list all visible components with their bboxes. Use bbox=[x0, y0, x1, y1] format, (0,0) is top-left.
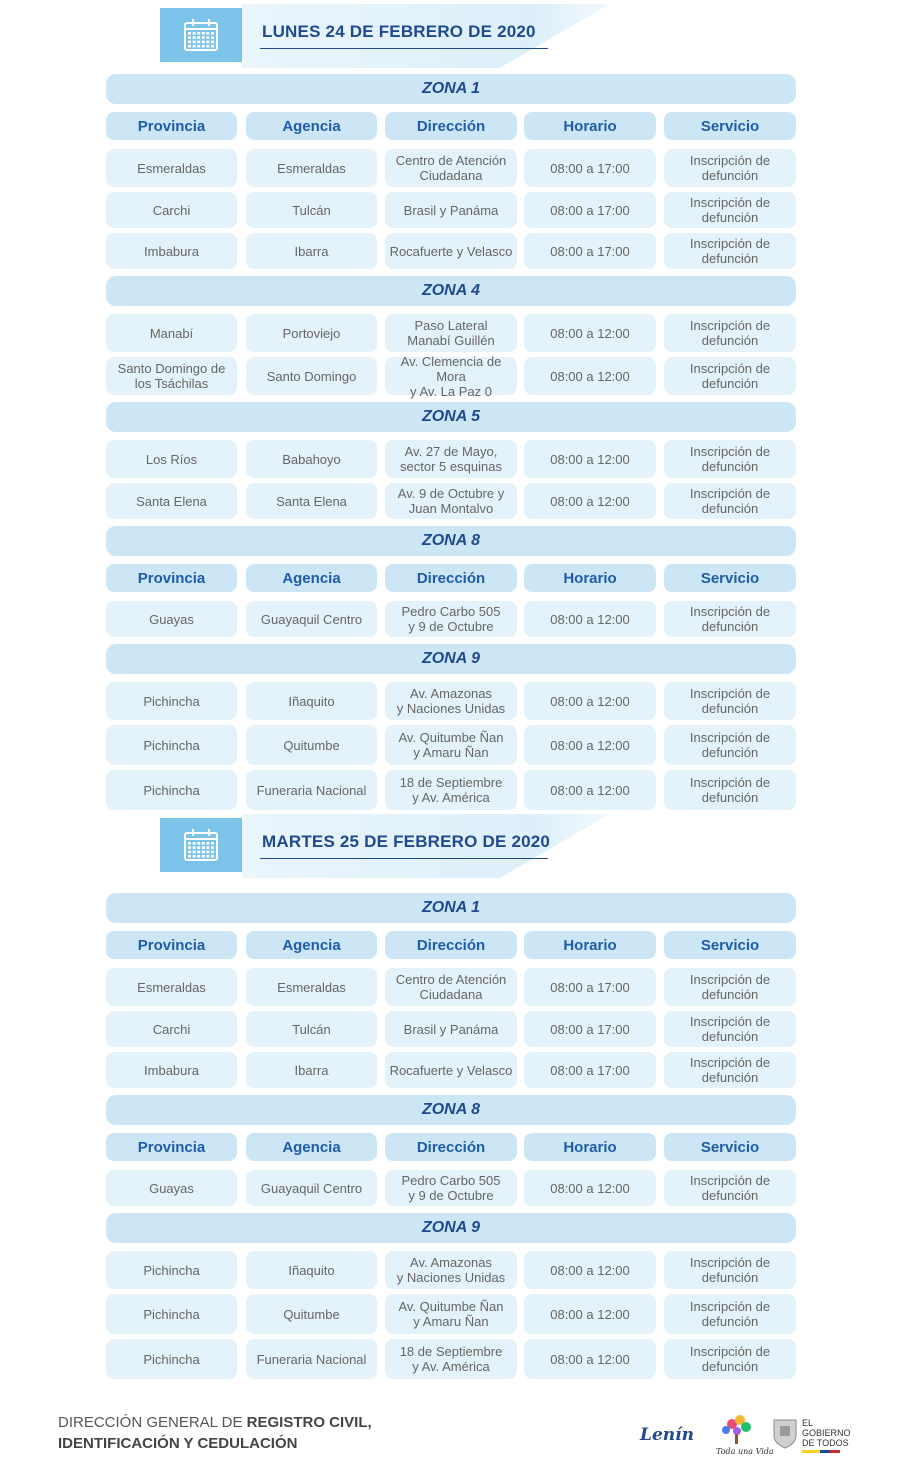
cell-horario bbox=[524, 1339, 656, 1379]
cell-text: Paso Lateral Manabí Guillén bbox=[407, 318, 495, 348]
cell-text: Guayas bbox=[149, 1180, 194, 1196]
cell-text: Pichincha bbox=[143, 737, 200, 753]
cell-text: Av. 27 de Mayo, sector 5 esquinas bbox=[400, 444, 502, 474]
column-header-horario: Horario bbox=[524, 564, 656, 592]
cell-servicio bbox=[664, 770, 796, 810]
cell-servicio bbox=[664, 1294, 796, 1334]
column-header-agencia: Agencia bbox=[246, 1133, 377, 1161]
cell-horario bbox=[524, 1052, 656, 1088]
cell-text: Santa Elena bbox=[136, 493, 207, 509]
cell-horario bbox=[524, 357, 656, 395]
cell-text: Inscripción de defunción bbox=[689, 730, 771, 760]
cell-text: Ibarra bbox=[294, 243, 329, 259]
column-header-agencia: Agencia bbox=[246, 564, 377, 592]
cell-provincia bbox=[106, 1170, 237, 1206]
cell-provincia bbox=[106, 770, 237, 810]
cell-text: Manabí bbox=[149, 325, 194, 341]
cell-text: Tulcán bbox=[292, 1021, 331, 1037]
cell-direccion bbox=[385, 1294, 517, 1334]
cell-horario bbox=[524, 192, 656, 228]
cell-agencia bbox=[246, 1294, 377, 1334]
cell-text: Av. Quitumbe Ñan y Amaru Ñan bbox=[398, 730, 504, 760]
cell-text: Pichincha bbox=[143, 1351, 200, 1367]
cell-text: Brasil y Panáma bbox=[403, 202, 499, 218]
table-row bbox=[106, 1170, 796, 1206]
footer-logos bbox=[638, 1410, 858, 1458]
cell-text: Inscripción de defunción bbox=[689, 361, 771, 391]
cell-text: Santo Domingo de los Tsáchilas bbox=[117, 361, 226, 391]
day-header bbox=[160, 4, 610, 68]
cell-text: 08:00 a 12:00 bbox=[550, 1180, 630, 1196]
cell-text: 08:00 a 12:00 bbox=[550, 451, 630, 467]
cell-horario bbox=[524, 483, 656, 519]
table-row bbox=[106, 725, 796, 765]
cell-direccion bbox=[385, 233, 517, 269]
cell-text: Rocafuerte y Velasco bbox=[389, 243, 513, 259]
cell-text: Esmeraldas bbox=[137, 979, 206, 995]
cell-text: Imbabura bbox=[144, 243, 199, 259]
cell-horario bbox=[524, 440, 656, 478]
cell-servicio bbox=[664, 1011, 796, 1047]
zone-bar: ZONA 1 bbox=[106, 74, 796, 104]
cell-text: Esmeraldas bbox=[137, 160, 206, 176]
cell-text: Inscripción de defunción bbox=[689, 153, 771, 183]
cell-text: 18 de Septiembre y Av. América bbox=[399, 775, 503, 805]
day-title: MARTES 25 DE FEBRERO DE 2020 bbox=[262, 832, 551, 851]
tree-logo-icon bbox=[722, 1415, 751, 1444]
cell-provincia bbox=[106, 725, 237, 765]
cell-text: Inscripción de defunción bbox=[689, 1255, 771, 1285]
cell-provincia bbox=[106, 1011, 237, 1047]
flag-stripe-icon bbox=[802, 1450, 840, 1453]
cell-text: 08:00 a 12:00 bbox=[550, 782, 630, 798]
cell-text: 08:00 a 12:00 bbox=[550, 325, 630, 341]
cell-provincia bbox=[106, 1339, 237, 1379]
cell-provincia bbox=[106, 149, 237, 187]
cell-text: Inscripción de defunción bbox=[689, 775, 771, 805]
table-row bbox=[106, 440, 796, 478]
coat-of-arms-icon bbox=[774, 1420, 796, 1448]
table-row bbox=[106, 1294, 796, 1334]
cell-text: Pichincha bbox=[143, 1306, 200, 1322]
cell-agencia bbox=[246, 483, 377, 519]
table-row bbox=[106, 1339, 796, 1379]
cell-direccion bbox=[385, 1339, 517, 1379]
cell-agencia bbox=[246, 1251, 377, 1289]
cell-text: Inscripción de defunción bbox=[689, 486, 771, 516]
cell-servicio bbox=[664, 601, 796, 637]
lenin-logo: Lenín bbox=[640, 1425, 694, 1445]
cell-text: Iñaquito bbox=[288, 693, 335, 709]
cell-horario bbox=[524, 233, 656, 269]
cell-text: 08:00 a 17:00 bbox=[550, 979, 630, 995]
cell-agencia bbox=[246, 601, 377, 637]
column-header-servicio: Servicio bbox=[664, 1133, 796, 1161]
column-header-agencia: Agencia bbox=[246, 931, 377, 959]
cell-text: Funeraria Nacional bbox=[256, 1351, 367, 1367]
cell-text: Funeraria Nacional bbox=[256, 782, 367, 798]
column-header-row bbox=[106, 112, 796, 140]
cell-text: Pedro Carbo 505 y 9 de Octubre bbox=[401, 604, 501, 634]
cell-text: Guayaquil Centro bbox=[260, 1180, 363, 1196]
table-row bbox=[106, 682, 796, 720]
table-row bbox=[106, 601, 796, 637]
cell-direccion bbox=[385, 1052, 517, 1088]
cell-direccion bbox=[385, 353, 517, 399]
table-row bbox=[106, 192, 796, 228]
zone-bar: ZONA 8 bbox=[106, 1095, 796, 1125]
column-header-row bbox=[106, 564, 796, 592]
cell-text: 08:00 a 12:00 bbox=[550, 693, 630, 709]
cell-direccion bbox=[385, 1170, 517, 1206]
column-header-provincia: Provincia bbox=[106, 564, 237, 592]
cell-horario bbox=[524, 1294, 656, 1334]
cell-horario bbox=[524, 725, 656, 765]
footer-title bbox=[58, 1412, 372, 1454]
cell-text: 08:00 a 12:00 bbox=[550, 368, 630, 384]
cell-servicio bbox=[664, 682, 796, 720]
cell-text: Brasil y Panáma bbox=[403, 1021, 499, 1037]
cell-agencia bbox=[246, 233, 377, 269]
cell-servicio bbox=[664, 1339, 796, 1379]
cell-text: Inscripción de defunción bbox=[689, 1173, 771, 1203]
cell-agencia bbox=[246, 440, 377, 478]
cell-agencia bbox=[246, 1170, 377, 1206]
cell-text: Pichincha bbox=[143, 1262, 200, 1278]
column-header-direccion: Dirección bbox=[385, 1133, 517, 1161]
cell-text: Inscripción de defunción bbox=[689, 195, 771, 225]
cell-direccion bbox=[385, 968, 517, 1006]
cell-horario bbox=[524, 1170, 656, 1206]
cell-provincia bbox=[106, 1251, 237, 1289]
cell-agencia bbox=[246, 1052, 377, 1088]
cell-horario bbox=[524, 601, 656, 637]
cell-text: 08:00 a 12:00 bbox=[550, 737, 630, 753]
calendar-icon bbox=[183, 18, 219, 52]
footer-line1-light: DIRECCIÓN GENERAL DE bbox=[58, 1414, 247, 1431]
cell-text: 08:00 a 12:00 bbox=[550, 493, 630, 509]
cell-direccion bbox=[385, 1011, 517, 1047]
table-row bbox=[106, 353, 796, 399]
cell-text: Inscripción de defunción bbox=[689, 318, 771, 348]
cell-text: Esmeraldas bbox=[277, 160, 346, 176]
cell-text: Av. Quitumbe Ñan y Amaru Ñan bbox=[398, 1299, 504, 1329]
cell-agencia bbox=[246, 357, 377, 395]
cell-horario bbox=[524, 968, 656, 1006]
calendar-badge bbox=[160, 8, 242, 62]
cell-text: Inscripción de defunción bbox=[689, 236, 771, 266]
table-row bbox=[106, 770, 796, 810]
cell-text: 08:00 a 17:00 bbox=[550, 243, 630, 259]
zone-bar: ZONA 5 bbox=[106, 402, 796, 432]
column-header-agencia: Agencia bbox=[246, 112, 377, 140]
cell-text: Pichincha bbox=[143, 782, 200, 798]
column-header-horario: Horario bbox=[524, 1133, 656, 1161]
gobierno-line2: GOBIERNO bbox=[802, 1428, 851, 1438]
cell-direccion bbox=[385, 192, 517, 228]
zone-bar: ZONA 9 bbox=[106, 1213, 796, 1243]
cell-text: Carchi bbox=[152, 1021, 191, 1037]
cell-text: Imbabura bbox=[144, 1062, 199, 1078]
day-header bbox=[160, 814, 610, 878]
cell-text: Carchi bbox=[152, 202, 191, 218]
cell-text: 18 de Septiembre y Av. América bbox=[399, 1344, 503, 1374]
cell-direccion bbox=[385, 483, 517, 519]
cell-agencia bbox=[246, 314, 377, 352]
cell-agencia bbox=[246, 1339, 377, 1379]
zone-bar: ZONA 1 bbox=[106, 893, 796, 923]
gobierno-line3: DE TODOS bbox=[802, 1438, 849, 1448]
cell-provincia bbox=[106, 968, 237, 1006]
gobierno-line1: EL bbox=[802, 1418, 814, 1428]
cell-text: Tulcán bbox=[292, 202, 331, 218]
cell-servicio bbox=[664, 149, 796, 187]
cell-text: 08:00 a 12:00 bbox=[550, 1351, 630, 1367]
cell-text: Av. Amazonas y Naciones Unidas bbox=[396, 1255, 506, 1285]
table-row bbox=[106, 1052, 796, 1088]
cell-text: 08:00 a 12:00 bbox=[550, 1306, 630, 1322]
zone-bar: ZONA 8 bbox=[106, 526, 796, 556]
cell-text: Iñaquito bbox=[288, 1262, 335, 1278]
column-header-servicio: Servicio bbox=[664, 931, 796, 959]
cell-agencia bbox=[246, 968, 377, 1006]
cell-provincia bbox=[106, 1294, 237, 1334]
cell-servicio bbox=[664, 192, 796, 228]
cell-text: Inscripción de defunción bbox=[689, 1299, 771, 1329]
table-row bbox=[106, 149, 796, 187]
cell-text: Esmeraldas bbox=[277, 979, 346, 995]
column-header-horario: Horario bbox=[524, 112, 656, 140]
table-row bbox=[106, 233, 796, 269]
cell-horario bbox=[524, 149, 656, 187]
cell-horario bbox=[524, 770, 656, 810]
cell-text: Quitumbe bbox=[283, 1306, 340, 1322]
cell-text: 08:00 a 17:00 bbox=[550, 1021, 630, 1037]
cell-provincia bbox=[106, 483, 237, 519]
cell-provincia bbox=[106, 357, 237, 395]
cell-text: Ibarra bbox=[294, 1062, 329, 1078]
column-header-servicio: Servicio bbox=[664, 112, 796, 140]
cell-servicio bbox=[664, 314, 796, 352]
cell-direccion bbox=[385, 1251, 517, 1289]
cell-text: Av. Amazonas y Naciones Unidas bbox=[396, 686, 506, 716]
cell-text: Rocafuerte y Velasco bbox=[389, 1062, 513, 1078]
cell-text: Centro de Atención Ciudadana bbox=[395, 972, 507, 1002]
cell-servicio bbox=[664, 1052, 796, 1088]
cell-text: Inscripción de defunción bbox=[689, 686, 771, 716]
cell-direccion bbox=[385, 149, 517, 187]
cell-direccion bbox=[385, 682, 517, 720]
cell-provincia bbox=[106, 440, 237, 478]
calendar-icon bbox=[183, 828, 219, 862]
column-header-row bbox=[106, 931, 796, 959]
cell-text: Inscripción de defunción bbox=[689, 604, 771, 634]
footer-line1-bold: REGISTRO CIVIL, bbox=[246, 1414, 372, 1431]
footer-line2: IDENTIFICACIÓN Y CEDULACIÓN bbox=[58, 1435, 298, 1452]
cell-text: Pichincha bbox=[143, 693, 200, 709]
cell-servicio bbox=[664, 968, 796, 1006]
cell-text: Los Ríos bbox=[145, 451, 198, 467]
column-header-horario: Horario bbox=[524, 931, 656, 959]
cell-text: Quitumbe bbox=[283, 737, 340, 753]
cell-servicio bbox=[664, 1170, 796, 1206]
cell-direccion bbox=[385, 601, 517, 637]
cell-text: 08:00 a 17:00 bbox=[550, 160, 630, 176]
column-header-direccion: Dirección bbox=[385, 564, 517, 592]
cell-provincia bbox=[106, 233, 237, 269]
title-underline bbox=[260, 858, 548, 859]
table-row bbox=[106, 968, 796, 1006]
cell-provincia bbox=[106, 601, 237, 637]
cell-text: Centro de Atención Ciudadana bbox=[395, 153, 507, 183]
cell-text: 08:00 a 17:00 bbox=[550, 202, 630, 218]
column-header-row bbox=[106, 1133, 796, 1161]
cell-text: Inscripción de defunción bbox=[689, 1344, 771, 1374]
cell-direccion bbox=[385, 314, 517, 352]
cell-text: Santa Elena bbox=[276, 493, 347, 509]
cell-horario bbox=[524, 682, 656, 720]
cell-direccion bbox=[385, 725, 517, 765]
table-row bbox=[106, 314, 796, 352]
column-header-provincia: Provincia bbox=[106, 931, 237, 959]
cell-text: Inscripción de defunción bbox=[689, 1014, 771, 1044]
cell-text: Portoviejo bbox=[282, 325, 341, 341]
cell-provincia bbox=[106, 314, 237, 352]
table-row bbox=[106, 483, 796, 519]
cell-provincia bbox=[106, 192, 237, 228]
column-header-provincia: Provincia bbox=[106, 1133, 237, 1161]
toda-una-vida-text: Toda una Vida bbox=[716, 1447, 774, 1456]
column-header-provincia: Provincia bbox=[106, 112, 237, 140]
zone-bar: ZONA 9 bbox=[106, 644, 796, 674]
logo-group bbox=[638, 1410, 858, 1458]
cell-text: Inscripción de defunción bbox=[689, 444, 771, 474]
column-header-servicio: Servicio bbox=[664, 564, 796, 592]
cell-horario bbox=[524, 1011, 656, 1047]
cell-provincia bbox=[106, 1052, 237, 1088]
cell-agencia bbox=[246, 770, 377, 810]
cell-direccion bbox=[385, 440, 517, 478]
calendar-badge bbox=[160, 818, 242, 872]
cell-servicio bbox=[664, 233, 796, 269]
column-header-direccion: Dirección bbox=[385, 112, 517, 140]
cell-agencia bbox=[246, 1011, 377, 1047]
cell-provincia bbox=[106, 682, 237, 720]
cell-agencia bbox=[246, 192, 377, 228]
cell-agencia bbox=[246, 725, 377, 765]
cell-servicio bbox=[664, 725, 796, 765]
cell-servicio bbox=[664, 357, 796, 395]
cell-agencia bbox=[246, 682, 377, 720]
cell-text: Pedro Carbo 505 y 9 de Octubre bbox=[401, 1173, 501, 1203]
title-underline bbox=[260, 48, 548, 49]
cell-text: Babahoyo bbox=[282, 451, 341, 467]
cell-text: Santo Domingo bbox=[266, 368, 357, 384]
cell-horario bbox=[524, 314, 656, 352]
zone-bar: ZONA 4 bbox=[106, 276, 796, 306]
column-header-direccion: Dirección bbox=[385, 931, 517, 959]
day-title: LUNES 24 DE FEBRERO DE 2020 bbox=[262, 22, 536, 41]
cell-horario bbox=[524, 1251, 656, 1289]
table-row bbox=[106, 1011, 796, 1047]
cell-text: Av. Clemencia de Mora y Av. La Paz 0 bbox=[400, 353, 502, 399]
table-row bbox=[106, 1251, 796, 1289]
cell-text: Inscripción de defunción bbox=[689, 972, 771, 1002]
cell-text: Guayas bbox=[149, 611, 194, 627]
cell-servicio bbox=[664, 483, 796, 519]
cell-text: 08:00 a 12:00 bbox=[550, 611, 630, 627]
cell-text: Inscripción de defunción bbox=[689, 1055, 771, 1085]
cell-agencia bbox=[246, 149, 377, 187]
cell-text: 08:00 a 17:00 bbox=[550, 1062, 630, 1078]
cell-servicio bbox=[664, 440, 796, 478]
cell-text: Guayaquil Centro bbox=[260, 611, 363, 627]
cell-text: Av. 9 de Octubre y Juan Montalvo bbox=[397, 486, 505, 516]
cell-text: 08:00 a 12:00 bbox=[550, 1262, 630, 1278]
cell-servicio bbox=[664, 1251, 796, 1289]
cell-direccion bbox=[385, 770, 517, 810]
